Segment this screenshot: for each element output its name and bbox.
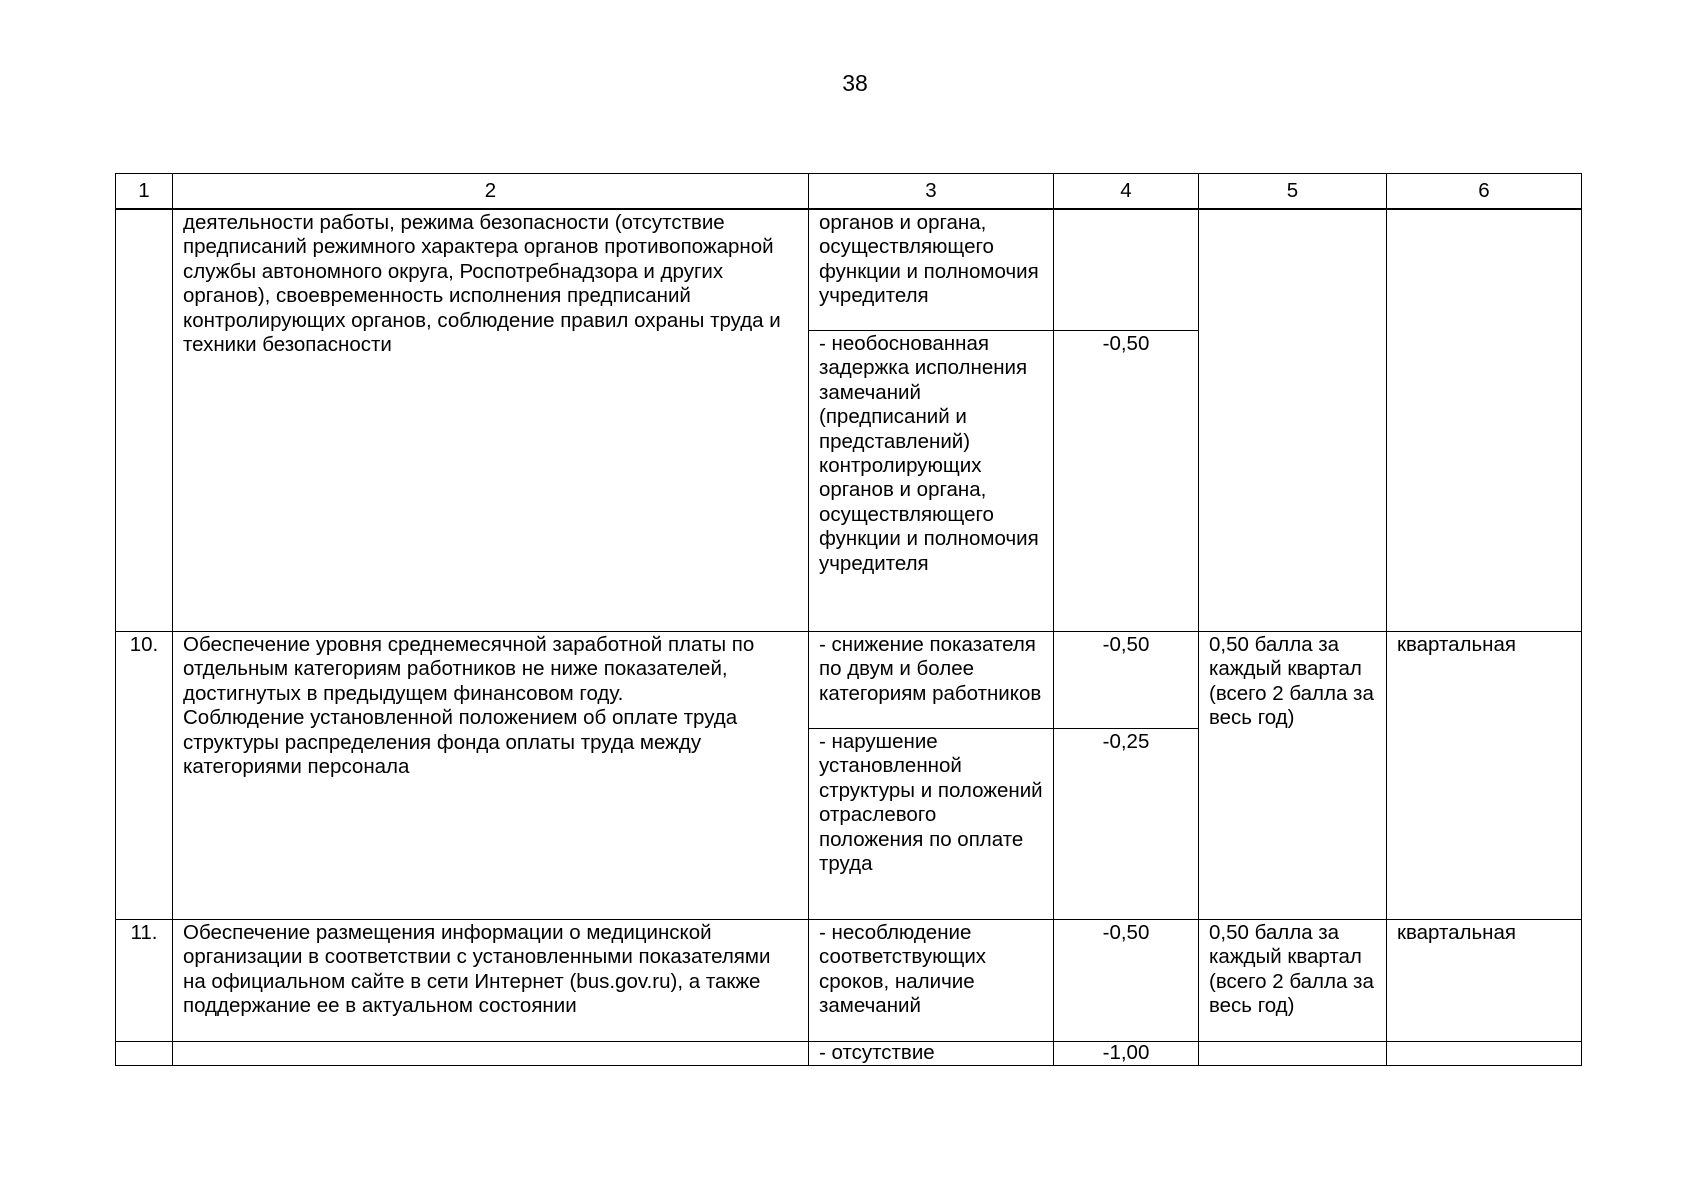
points-cell: -0,50 (1054, 331, 1199, 632)
table-row (116, 920, 1582, 1042)
points-cell (1054, 1042, 1199, 1066)
column-header-4: 4 (1054, 174, 1199, 210)
page-number: 38 (842, 70, 868, 96)
points-text: -1,00 (1102, 1042, 1150, 1064)
frequency-cell (1387, 1042, 1582, 1066)
row-number-cell: 11. (116, 920, 173, 1042)
column-header-3: 3 (809, 174, 1054, 210)
criterion-paragraph: Соблюдение установленной положением об оплате труда структуры распределения фонда оплаты труда между категориями персонала (183, 706, 738, 779)
criterion-cell: деятельности работы, режима безопасности (отсутствие предписаний режимного характера органов противопожарной службы автономного округа, Роспотребнадзора и других органов), своевременность исполнения предписаний контролирующих органов, соблюдение правил охраны труда и техники безопасности (173, 209, 809, 632)
frequency-cell (1387, 209, 1582, 632)
column-header-6: 6 (1387, 174, 1582, 210)
points-cell: -0,50 (1054, 632, 1199, 729)
criterion-cell (173, 632, 809, 920)
column-header-1: 1 (116, 174, 173, 210)
points-cell: -0,50 (1054, 920, 1199, 1042)
condition-cell: - снижение показателя по двум и более категориям работников (809, 632, 1054, 729)
condition-cell: - несоблюдение соответствующих сроков, наличие замечаний (809, 920, 1054, 1042)
frequency-cell: квартальная (1387, 632, 1582, 920)
points-cell (1054, 209, 1199, 331)
header-row (116, 174, 1582, 210)
condition-cell: - нарушение установленной структуры и положений отраслевого положения по оплате труда (809, 729, 1054, 920)
max-points-cell (1199, 209, 1387, 632)
row-number-cell: 10. (116, 632, 173, 920)
max-points-cell: 0,50 балла за каждый квартал (всего 2 балла за весь год) (1199, 632, 1387, 920)
points-cell: -0,25 (1054, 729, 1199, 920)
column-header-5: 5 (1199, 174, 1387, 210)
table-row (116, 209, 1582, 331)
row-number-cell (116, 1042, 173, 1066)
condition-cell: - необоснованная задержка исполнения замечаний (предписаний и представлений) контролирующих органов и органа, осуществляющего функции и полномочия учредителя (809, 331, 1054, 632)
condition-cell: органов и органа, осуществляющего функции и полномочия учредителя (809, 209, 1054, 331)
condition-text: - отсутствие (819, 1042, 935, 1064)
table-row (116, 1042, 1582, 1066)
column-header-2: 2 (173, 174, 809, 210)
condition-cell (809, 1042, 1054, 1066)
criterion-cell: Обеспечение размещения информации о медицинской организации в соответствии с установленными показателями на официальном сайте в сети Интернет (bus.gov.ru), а также поддержание ее в актуальном состоянии (173, 920, 809, 1042)
criterion-cell (173, 1042, 809, 1066)
row-number-cell (116, 209, 173, 632)
max-points-cell: 0,50 балла за каждый квартал (всего 2 балла за весь год) (1199, 920, 1387, 1042)
criteria-table (115, 173, 1582, 1066)
table-row (116, 632, 1582, 729)
frequency-cell: квартальная (1387, 920, 1582, 1042)
max-points-cell (1199, 1042, 1387, 1066)
criterion-paragraph: Обеспечение уровня среднемесячной заработной платы по отдельным категориям работников не ниже показателей, достигнутых в предыдущем финансовом году. (183, 633, 755, 705)
